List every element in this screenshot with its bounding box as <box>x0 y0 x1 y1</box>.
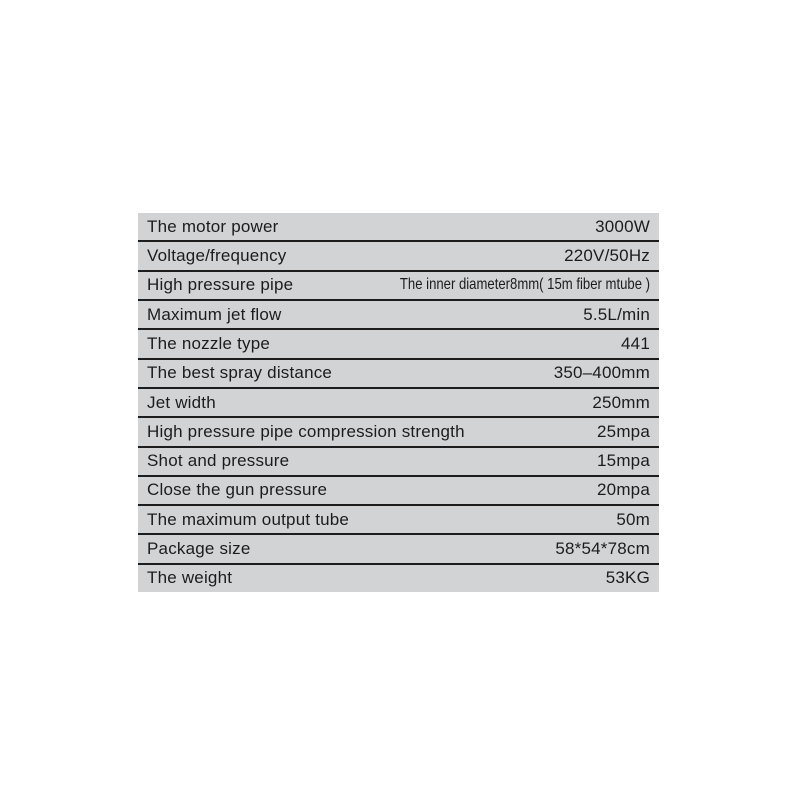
spec-row <box>138 565 659 592</box>
spec-row <box>138 272 659 301</box>
spec-label: Shot and pressure <box>147 451 290 471</box>
spec-row <box>138 418 659 447</box>
spec-label: The weight <box>147 568 233 588</box>
spec-label: Voltage/frequency <box>147 245 287 265</box>
spec-row <box>138 213 659 242</box>
spec-row <box>138 506 659 535</box>
spec-value: 3000W <box>595 216 650 236</box>
spec-row <box>138 448 659 477</box>
spec-value: 250mm <box>592 392 650 412</box>
spec-label: Maximum jet flow <box>147 304 282 324</box>
spec-value: 15mpa <box>597 451 650 471</box>
spec-label: High pressure pipe compression strength <box>147 421 465 441</box>
spec-row <box>138 535 659 564</box>
spec-value: 220V/50Hz <box>564 245 650 265</box>
spec-value: 5.5L/min <box>583 304 650 324</box>
spec-value: 20mpa <box>597 480 650 500</box>
spec-label: The maximum output tube <box>147 509 350 529</box>
spec-label: The nozzle type <box>147 333 271 353</box>
spec-value: 53KG <box>605 568 650 588</box>
spec-row <box>138 242 659 271</box>
spec-value: 58*54*78cm <box>555 539 650 559</box>
spec-value: 350–400mm <box>553 363 650 383</box>
spec-row <box>138 301 659 330</box>
spec-label: The best spray distance <box>147 363 333 383</box>
spec-label: Close the gun pressure <box>147 480 328 500</box>
spec-row <box>138 477 659 506</box>
spec-value: 50m <box>616 509 650 529</box>
spec-row <box>138 360 659 389</box>
spec-label: Package size <box>147 539 251 559</box>
specification-table <box>138 213 659 592</box>
spec-label: High pressure pipe <box>147 275 294 295</box>
spec-row <box>138 389 659 418</box>
spec-label: Jet width <box>147 392 216 412</box>
spec-value: 441 <box>621 333 650 353</box>
spec-label: The motor power <box>147 216 279 236</box>
spec-value: The inner diameter8mm( 15m fiber mtube ) <box>399 276 650 294</box>
spec-row <box>138 330 659 359</box>
spec-value: 25mpa <box>597 421 650 441</box>
